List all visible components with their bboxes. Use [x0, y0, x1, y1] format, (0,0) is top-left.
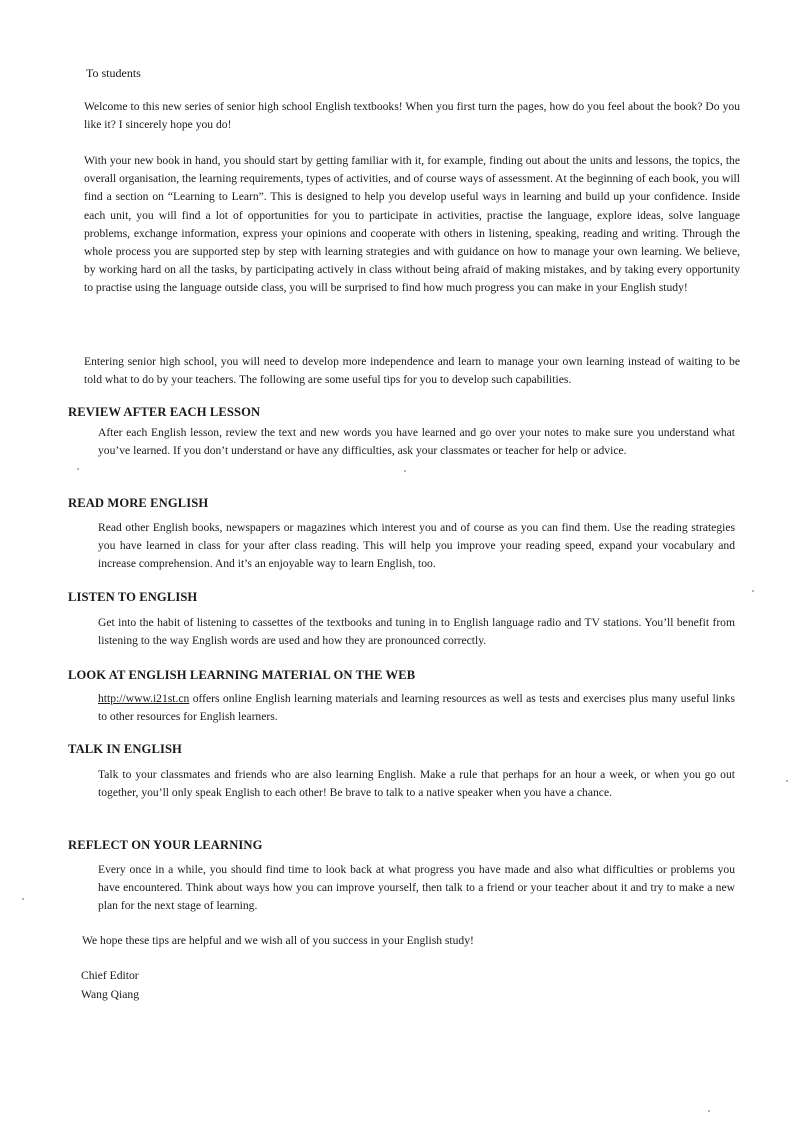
section-heading-reflect: REFLECT ON YOUR LEARNING: [68, 838, 263, 852]
closing-line: We hope these tips are helpful and we wish all of you success in your English study!: [82, 934, 474, 947]
signature-name: Wang Qiang: [81, 988, 139, 1001]
section-heading-read: READ MORE ENGLISH: [68, 496, 209, 510]
scan-speck: [752, 590, 754, 592]
section-body-web: [98, 690, 735, 726]
signature-title: Chief Editor: [81, 969, 139, 982]
section-heading-talk: TALK IN ENGLISH: [68, 742, 182, 756]
section-heading-web: LOOK AT ENGLISH LEARNING MATERIAL ON THE WEB: [68, 668, 416, 682]
greeting: To students: [86, 66, 141, 80]
scan-speck: [404, 470, 406, 472]
scan-speck: [22, 898, 24, 900]
web-resource-link[interactable]: http://www.i21st.cn: [98, 692, 190, 705]
section-body-review: After each English lesson, review the text and new words you have learned and go over your notes to make sure you understand what you’ve learned. If you don’t understand or have any difficulties, ask your classmates or teacher for help or advice.: [98, 426, 735, 458]
section-heading-review: REVIEW AFTER EACH LESSON: [68, 405, 261, 419]
scan-speck: [708, 1110, 710, 1112]
web-resource-description: offers online English learning materials and learning resources as well as tests and exercises plus many useful links to other resources for English learners.: [98, 692, 735, 724]
intro-paragraph-1: Welcome to this new series of senior high school English textbooks! When you first turn the pages, how do you feel about the book? Do you like it? I sincerely hope you do!: [84, 100, 740, 132]
section-body-read: Read other English books, newspapers or magazines which interest you and of course as you can find them. Use the reading strategies you have learned in class for your after class reading. This will help you improve your reading speed, expand your vocabulary and increase comprehension. And it’s an enjoyable way to learn English, too.: [98, 521, 735, 571]
signature-block: [81, 966, 139, 1004]
section-heading-listen: LISTEN TO ENGLISH: [68, 590, 198, 604]
intro-paragraph-3: Entering senior high school, you will need to develop more independence and learn to manage your own learning instead of waiting to be told what to do by your teachers. The following are some useful tips for you to develop such capabilities.: [84, 355, 740, 387]
section-body-listen: Get into the habit of listening to cassettes of the textbooks and tuning in to English language radio and TV stations. You’ll benefit from listening to the way English words are used and how they are pronounced correctly.: [98, 616, 735, 648]
section-body-reflect: Every once in a while, you should find time to look back at what progress you have made and also what difficulties or problems you have encountered. Think about ways how you can improve yourself, then talk to a friend or your teacher about it and try to make a new plan for the next stage of learning.: [98, 863, 735, 913]
scan-speck: [77, 468, 79, 470]
section-body-talk: Talk to your classmates and friends who are also learning English. Make a rule that perhaps for an hour a week, or when you go out together, you’ll only speak English to each other! Be brave to talk to a native speaker when you have a chance.: [98, 768, 735, 800]
scan-speck: [786, 780, 788, 782]
intro-paragraph-2: With your new book in hand, you should start by getting familiar with it, for example, finding out about the units and lessons, the topics, the overall organisation, the learning requirements, types of activities, and of course ways of assessment. At the beginning of each book, you will find a section on “Learning to Learn”. This is designed to help you develop useful ways in learning and build up your confidence. Inside each unit, you will find a lot of opportunities for you to participate in activities, practise the language, explore ideas, solve language problems, exchange information, express your opinions and cooperate with others in listening, speaking, reading and writing. Through the whole process you are supported step by step with learning strategies and with guidance on how to manage your own learning. We believe, by working hard on all the tasks, by participating actively in class without being afraid of making mistakes, and by taking every opportunity to practise using the language outside class, you will be surprised to find how much progress you can make in your English study!: [84, 154, 740, 295]
